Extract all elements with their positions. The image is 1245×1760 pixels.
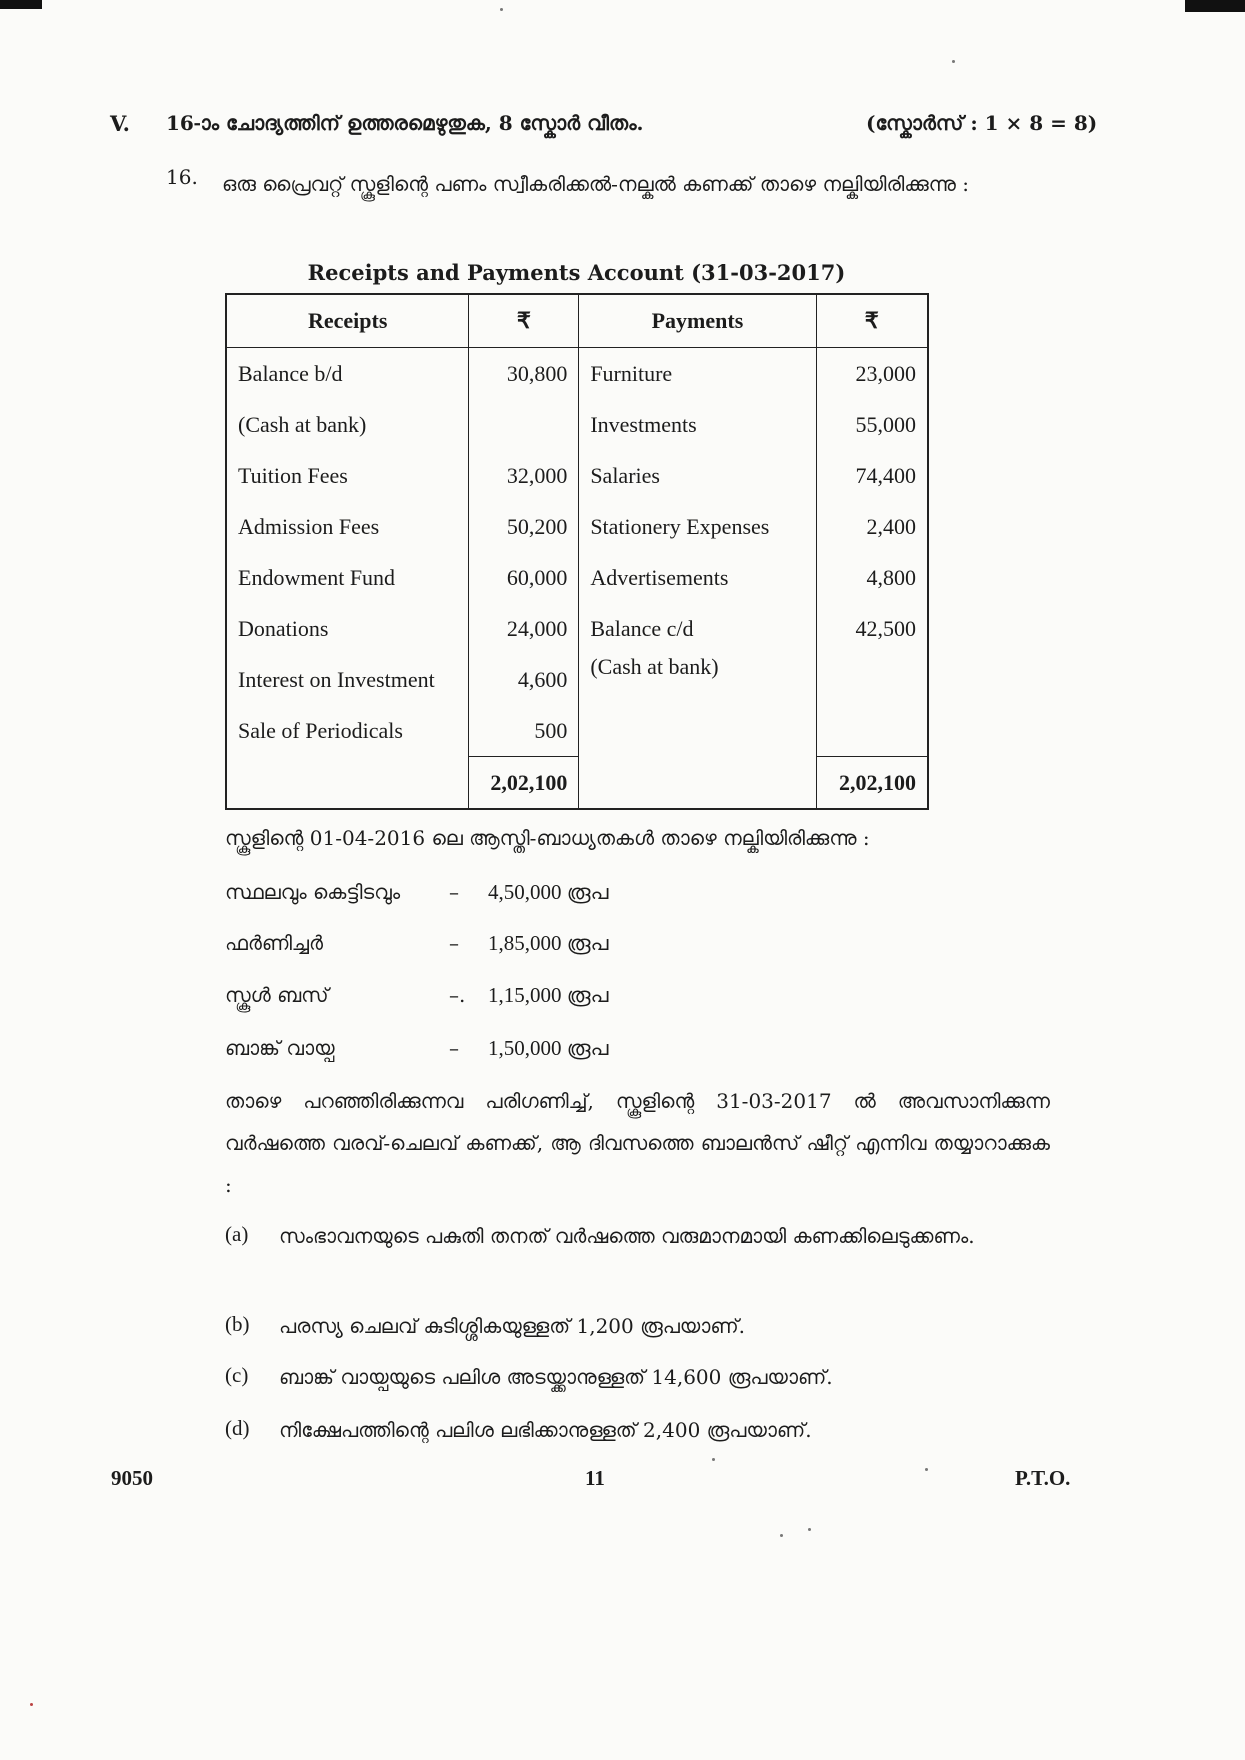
receipt-amount: 500 — [469, 705, 579, 757]
note-text: ബാങ്ക് വായ്പയുടെ പലിശ അടയ്ക്കാനുള്ളത് 14,600 രൂപയാണ്. — [279, 1365, 833, 1389]
section-number: V. — [110, 111, 130, 136]
payment-item: Balance c/d — [579, 603, 816, 654]
receipt-amount: 4,600 — [469, 654, 579, 705]
header-payments: Payments — [579, 294, 816, 348]
scan-speck — [808, 1528, 811, 1531]
payment-amount — [816, 705, 928, 757]
note-label: (a) — [225, 1222, 249, 1246]
table-header-row — [226, 294, 928, 348]
payment-item: Furniture — [579, 348, 816, 400]
note-text: സംഭാവനയുടെ പകുതി തനത് വർഷത്തെ വരുമാനമായി കണക്കിലെടുക്കണം. — [279, 1224, 975, 1248]
section-score: (സ്കോർസ് : 1 × 8 = 8) — [866, 111, 1098, 135]
receipt-amount: 32,000 — [469, 450, 579, 501]
receipt-item: Endowment Fund — [226, 552, 469, 603]
total-payments-label — [579, 757, 816, 810]
question-number: 16. — [166, 165, 198, 189]
table-row — [226, 501, 928, 552]
receipt-item: Balance b/d — [226, 348, 469, 400]
note-label: (b) — [225, 1312, 250, 1336]
payment-item-note — [579, 654, 816, 705]
receipt-amount: 50,200 — [469, 501, 579, 552]
asset-label: സ്ഥലവും കെട്ടിടവും — [225, 880, 401, 904]
total-payments: 2,02,100 — [816, 757, 928, 810]
note-label: (d) — [225, 1416, 250, 1440]
receipt-amount — [469, 399, 579, 450]
scan-speck — [500, 8, 503, 11]
table-title: Receipts and Payments Account (31-03-2017) — [307, 260, 846, 285]
asset-value: 1,85,000 രൂപ — [488, 931, 609, 955]
asset-dash: – — [449, 931, 459, 955]
total-receipts-label — [226, 757, 469, 810]
receipts-payments-table — [225, 293, 929, 810]
table-row — [226, 705, 928, 757]
table-row — [226, 348, 928, 400]
scan-edge-top — [0, 0, 42, 9]
payment-amount: 2,400 — [816, 501, 928, 552]
page-number: 11 — [585, 1466, 605, 1490]
table-row — [226, 399, 928, 450]
payment-item: Advertisements — [579, 552, 816, 603]
pto-label: P.T.O. — [1015, 1466, 1071, 1490]
payment-item: Investments — [579, 399, 816, 450]
receipt-item: Interest on Investment — [226, 654, 469, 705]
payment-amount — [816, 654, 928, 705]
receipt-item: Tuition Fees — [226, 450, 469, 501]
note-text: നിക്ഷേപത്തിന്റെ പലിശ ലഭിക്കാനുള്ളത് 2,400 രൂപയാണ്. — [279, 1418, 812, 1442]
receipt-item: Donations — [226, 603, 469, 654]
asset-dash: –. — [449, 983, 466, 1007]
asset-label: ബാങ്ക് വായ്പ — [225, 1036, 335, 1060]
paper-code: 9050 — [111, 1466, 153, 1490]
header-receipts: Receipts — [226, 294, 469, 348]
instruction-paragraph: താഴെ പറഞ്ഞിരിക്കുന്നവ പരിഗണിച്ച്, സ്കൂളിന്റെ 31-03-2017 ൽ അവസാനിക്കുന്ന വർഷത്തെ വരവ്-ചെലവ് കണക്ക്, ആ ദിവസത്തെ ബാലൻസ് ഷീറ്റ് എന്നിവ തയ്യാറാക്കുക : — [225, 1089, 1050, 1197]
payment-item — [579, 705, 816, 757]
table-row — [226, 450, 928, 501]
receipt-amount: 60,000 — [469, 552, 579, 603]
receipt-item: Sale of Periodicals — [226, 705, 469, 757]
scan-speck — [925, 1468, 928, 1471]
asset-value: 1,15,000 രൂപ — [488, 983, 609, 1007]
scan-speck — [952, 60, 955, 63]
payment-amount: 74,400 — [816, 450, 928, 501]
payment-amount: 55,000 — [816, 399, 928, 450]
question-text: ഒരു പ്രൈവറ്റ് സ്കൂളിന്റെ പണം സ്വീകരിക്കൽ-നല്കൽ കണക്ക് താഴെ നല്കിയിരിക്കുന്നു : — [222, 172, 969, 196]
payment-amount: 4,800 — [816, 552, 928, 603]
balance-cd-note: (Cash at bank) — [590, 654, 719, 679]
asset-dash: – — [449, 880, 459, 904]
total-receipts: 2,02,100 — [469, 757, 579, 810]
receipt-amount: 24,000 — [469, 603, 579, 654]
assets-intro: സ്കൂളിന്റെ 01-04-2016 ലെ ആസ്തി-ബാധ്യതകൾ താഴെ നല്കിയിരിക്കുന്നു : — [225, 826, 870, 850]
payment-item: Salaries — [579, 450, 816, 501]
scan-edge-right — [1185, 0, 1245, 12]
scan-speck — [30, 1703, 33, 1706]
scan-speck — [780, 1534, 783, 1537]
note-label: (c) — [225, 1363, 249, 1387]
table-row — [226, 552, 928, 603]
payment-amount: 23,000 — [816, 348, 928, 400]
receipt-item: (Cash at bank) — [226, 399, 469, 450]
asset-value: 4,50,000 രൂപ — [488, 880, 609, 904]
payment-item: Stationery Expenses — [579, 501, 816, 552]
table-total-row — [226, 757, 928, 810]
receipt-item: Admission Fees — [226, 501, 469, 552]
section-instruction: 16-ാം ചോദ്യത്തിന് ഉത്തരമെഴുതുക, 8 സ്കോർ വീതം. — [166, 111, 644, 135]
asset-label: സ്കൂൾ ബസ് — [225, 983, 329, 1007]
header-payments-amount: ₹ — [816, 294, 928, 348]
asset-value: 1,50,000 രൂപ — [488, 1036, 609, 1060]
scan-speck — [712, 1458, 715, 1461]
receipt-amount: 30,800 — [469, 348, 579, 400]
table-row — [226, 654, 928, 705]
asset-label: ഫർണിച്ചർ — [225, 931, 324, 955]
asset-dash: – — [449, 1036, 459, 1060]
payment-amount: 42,500 — [816, 603, 928, 654]
note-text: പരസ്യ ചെലവ് കുടിശ്ശികയുള്ളത് 1,200 രൂപയാണ്. — [279, 1314, 746, 1338]
table-row — [226, 603, 928, 654]
header-receipts-amount: ₹ — [469, 294, 579, 348]
